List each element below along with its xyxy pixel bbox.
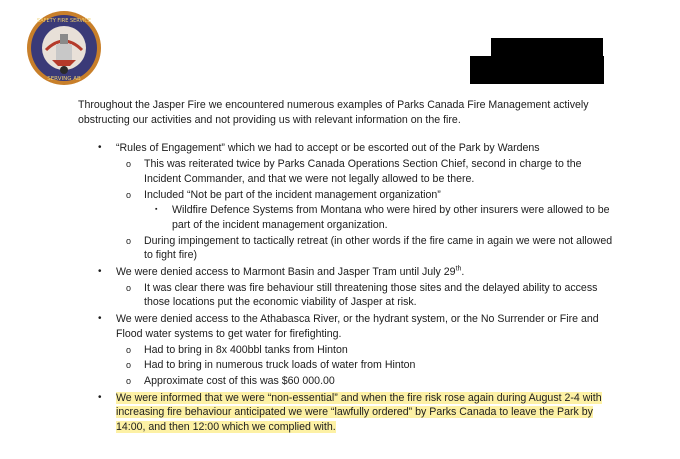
list-item [116, 358, 618, 373]
list-bullet: • [98, 313, 102, 325]
list-item [116, 374, 618, 389]
list-bullet: o [126, 235, 132, 246]
sub-list [144, 203, 618, 232]
list-item-text: Approximate cost of this was $60 000.00 [144, 374, 335, 387]
list-item-tail: . [461, 266, 465, 279]
list-bullet: • [98, 266, 102, 278]
list-bullet: o [126, 344, 132, 355]
list-item [116, 188, 618, 233]
sub-list [116, 343, 618, 389]
list-item [116, 343, 618, 358]
list-item [78, 391, 618, 435]
fire-service-seal-logo [26, 10, 102, 86]
list-item [116, 234, 618, 263]
list-bullet: ▪ [155, 206, 158, 214]
list-item [144, 203, 618, 232]
list-item [78, 265, 618, 310]
list-bullet: o [126, 375, 132, 386]
list-item-text: Had to bring in numerous truck loads of water from Hinton [144, 359, 416, 372]
bullet-list [78, 141, 618, 434]
list-bullet: o [126, 360, 132, 371]
document-body [78, 98, 618, 437]
list-item-text: During impingement to tactically retreat (in other words if the fire came in again we were not allowed to fight fire) [144, 234, 613, 262]
seal-text-bottom: SERVING AB [47, 76, 81, 82]
list-item-text: Had to bring in 8x 400bbl tanks from Hinton [144, 343, 348, 356]
sub-list [116, 157, 618, 263]
list-bullet: o [126, 189, 132, 200]
list-item [78, 312, 618, 389]
list-bullet: • [98, 391, 102, 403]
list-bullet: o [126, 282, 132, 293]
list-item-text: We were informed that we were “non-essential” and when the fire risk rose again during August 2-4 with increasing fire behaviour anticipated we were “lawfully ordered” by Parks Canada to leave the Park by 14:00, and then 12:00 which we complied with. [116, 391, 602, 434]
list-item [116, 157, 618, 186]
list-item-text: “Rules of Engagement” which we had to accept or be escorted out of the Park by Wardens [116, 142, 540, 155]
list-item-text: It was clear there was fire behaviour still threatening those sites and the delayed ability to access those locations put the economic viability of Jasper at risk. [144, 281, 598, 309]
ordinal-suffix: th [455, 265, 462, 273]
intro-paragraph: Throughout the Jasper Fire we encountered numerous examples of Parks Canada Fire Management actively obstructing our activities and not providing us with relevant information on the fire. [78, 99, 589, 126]
list-bullet: • [98, 142, 102, 154]
list-item-text: We were denied access to Marmont Basin and Jasper Tram until July 29 [116, 266, 456, 279]
list-item [78, 141, 618, 263]
redaction-bar [470, 56, 604, 84]
list-item-text: Included “Not be part of the incident management organization” [144, 188, 441, 201]
sub-list [116, 281, 618, 310]
seal-text-top: SAFETY FIRE SERVICE [36, 18, 92, 24]
redaction-bar [491, 38, 603, 56]
list-item [116, 281, 618, 310]
list-bullet: o [126, 159, 132, 170]
list-item-text: Wildfire Defence Systems from Montana who were hired by other insurers were allowed to be part of the incident management organization. [172, 204, 610, 231]
list-item-text: This was reiterated twice by Parks Canada Operations Section Chief, second in charge to the Incident Commander, and that we were not legally allowed to be there. [144, 158, 582, 185]
list-item-text: We were denied access to the Athabasca River, or the hydrant system, or the No Surrender or Fire and Flood water systems to get water for firefighting. [116, 313, 599, 340]
